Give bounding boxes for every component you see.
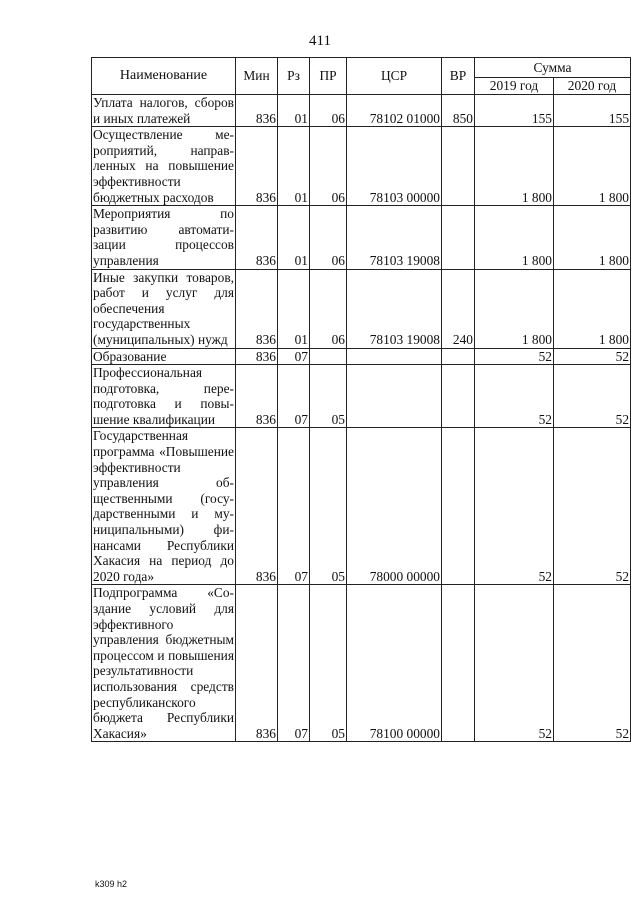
row-csr: [347, 365, 442, 428]
table-row: [92, 95, 631, 127]
row-sum-2020: 1 800: [554, 127, 631, 206]
row-name: Государственная программа «Повышение эффективности управления общественными (государственными и муниципальными) финансами Республики Хакасия на период до 2020 года»: [93, 428, 234, 584]
row-min: 836: [236, 95, 278, 127]
row-min: 836: [236, 269, 278, 348]
table-row: [92, 348, 631, 365]
row-pr: [310, 348, 347, 365]
row-sum-2020: 1 800: [554, 206, 631, 269]
row-csr: 78102 01000: [347, 95, 442, 127]
row-csr: 78103 19008: [347, 206, 442, 269]
header-csr: ЦСР: [347, 58, 442, 95]
row-csr: 78103 00000: [347, 127, 442, 206]
row-sum-2020: 1 800: [554, 269, 631, 348]
row-rz: 01: [278, 127, 310, 206]
footer-code: k309 h2: [95, 879, 128, 889]
row-vr: [442, 348, 475, 365]
row-rz: 01: [278, 95, 310, 127]
row-csr: 78103 19008: [347, 269, 442, 348]
row-name: Уплата налогов, сборов и иных платежей: [93, 95, 234, 126]
row-min: 836: [236, 348, 278, 365]
row-sum-2019: 52: [475, 348, 554, 365]
row-name: Мероприятия по развитию автоматизации процессов управления: [93, 206, 234, 268]
row-name: Иные закупки товаров, работ и услуг для обеспечения государственных (муниципальных) нужд: [93, 269, 234, 347]
row-sum-2020: 155: [554, 95, 631, 127]
header-summa: Сумма: [475, 58, 631, 78]
row-vr: [442, 206, 475, 269]
row-sum-2019: 52: [475, 585, 554, 742]
table-row: [92, 206, 631, 269]
row-sum-2020: 52: [554, 428, 631, 585]
row-rz: 01: [278, 206, 310, 269]
table-row: [92, 127, 631, 206]
header-pr: ПР: [310, 58, 347, 95]
budget-table: [91, 57, 631, 742]
row-sum-2019: 1 800: [475, 206, 554, 269]
row-rz: 07: [278, 585, 310, 742]
row-pr: 06: [310, 127, 347, 206]
row-sum-2020: 52: [554, 365, 631, 428]
table-row: [92, 365, 631, 428]
row-csr: 78100 00000: [347, 585, 442, 742]
row-pr: 05: [310, 365, 347, 428]
header-rz: Рз: [278, 58, 310, 95]
header-vr: ВР: [442, 58, 475, 95]
row-sum-2019: 1 800: [475, 127, 554, 206]
row-name: Образование: [92, 348, 236, 365]
page-number: 411: [309, 33, 331, 49]
row-pr: 06: [310, 95, 347, 127]
row-pr: 06: [310, 269, 347, 348]
row-vr: [442, 365, 475, 428]
row-sum-2019: 155: [475, 95, 554, 127]
row-name: Осуществление мероприятий, направленных на повышение эффективности бюджетных расходов: [93, 127, 234, 205]
row-vr: [442, 585, 475, 742]
row-csr: 78000 00000: [347, 428, 442, 585]
row-vr: [442, 127, 475, 206]
header-name: Наименование: [92, 58, 236, 95]
row-min: 836: [236, 365, 278, 428]
table-row: [92, 269, 631, 348]
row-name: Подпрограмма «Создание условий для эффективного управления бюджетным процессом и повышения результативности использования средств республиканского бюджета Республики Хакасия»: [93, 585, 234, 741]
row-sum-2020: 52: [554, 585, 631, 742]
row-sum-2020: 52: [554, 348, 631, 365]
table-body: [92, 95, 631, 742]
header-year-2019: 2019 год: [475, 78, 554, 95]
header-year-2020: 2020 год: [554, 78, 631, 95]
header-min: Мин: [236, 58, 278, 95]
row-sum-2019: 52: [475, 365, 554, 428]
row-min: 836: [236, 428, 278, 585]
row-rz: 01: [278, 269, 310, 348]
row-pr: 05: [310, 585, 347, 742]
row-pr: 06: [310, 206, 347, 269]
row-sum-2019: 52: [475, 428, 554, 585]
table-row: [92, 428, 631, 585]
row-vr: [442, 428, 475, 585]
row-rz: 07: [278, 365, 310, 428]
row-min: 836: [236, 206, 278, 269]
row-vr: 240: [442, 269, 475, 348]
row-rz: 07: [278, 348, 310, 365]
table-row: [92, 585, 631, 742]
row-csr: [347, 348, 442, 365]
row-rz: 07: [278, 428, 310, 585]
row-name: Профессиональная подготовка, переподготовка и повышение квалификации: [93, 365, 234, 427]
row-pr: 05: [310, 428, 347, 585]
row-min: 836: [236, 585, 278, 742]
row-min: 836: [236, 127, 278, 206]
row-sum-2019: 1 800: [475, 269, 554, 348]
row-vr: 850: [442, 95, 475, 127]
